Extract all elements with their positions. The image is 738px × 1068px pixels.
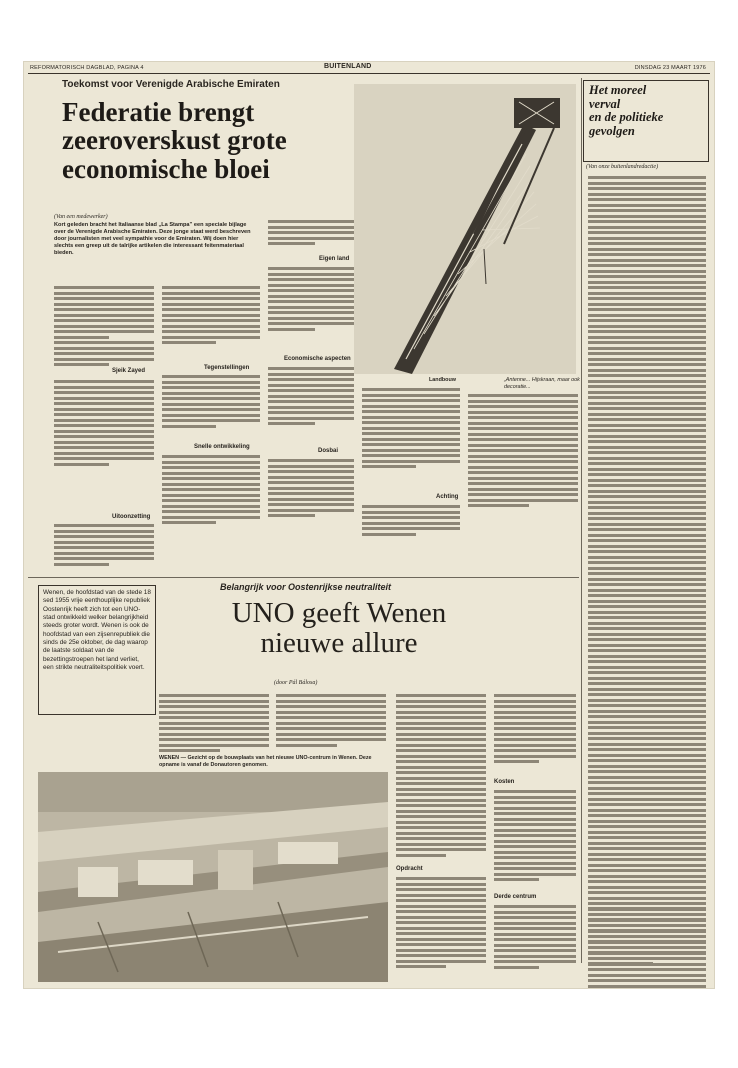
article2-column-4b [494, 790, 576, 884]
sidebar-title-line-3: en de politieke [589, 110, 664, 124]
sidebar-title-line-1: Het moreel [589, 83, 647, 97]
article1-headline-line-2: zeeroverskust grote [62, 125, 287, 156]
article2-column-3 [396, 694, 486, 859]
sidebar-title-line-2: verval [589, 96, 621, 111]
sidebar-divider [581, 78, 582, 963]
sidebar-column-bottom [588, 907, 706, 968]
article1-column-2 [162, 286, 260, 347]
subhead-economische-aspecten: Economische aspecten [284, 356, 351, 362]
article1-column-1 [54, 286, 154, 369]
article1-column-4 [362, 388, 460, 471]
running-head-rule [28, 73, 710, 74]
article1-column-3d [268, 459, 354, 520]
article1-kicker: Toekomst voor Verenigde Arabische Emiraten [62, 79, 280, 90]
newspaper-page [24, 62, 714, 988]
article1-column-1b [54, 380, 154, 468]
aerial-construction-illustration [38, 772, 388, 982]
subhead-tegenstellingen: Tegenstellingen [204, 365, 250, 371]
article1-column-3 [268, 220, 354, 248]
article2-column-1 [159, 694, 269, 755]
subhead-achting: Achting [436, 494, 459, 500]
article2-kicker: Belangrijk voor Oostenrijkse neutraliteit [220, 582, 392, 592]
subhead-derde-centrum: Derde centrum [494, 894, 537, 900]
article2-headline-line-1: UNO geeft Wenen [231, 597, 447, 629]
article1-column-4b [362, 505, 460, 538]
sidebar-byline: (Van onze buitenlandredactie) [586, 164, 659, 170]
running-head-date: DINSDAG 23 MAART 1976 [634, 65, 706, 71]
subhead-dosbai: Dosbai [318, 448, 339, 454]
crane-photo-caption-right: „Antenne... Hijskraan, maar ook decoratie... [504, 377, 580, 390]
running-head [24, 62, 714, 74]
uno-construction-photo [38, 772, 388, 982]
article1-column-2c [162, 455, 260, 527]
subhead-sjeik-zayed: Sjeik Zayed [112, 368, 146, 374]
article2-headline [174, 598, 504, 659]
sidebar-title-line-4: gevolgen [589, 123, 635, 138]
subhead-opdracht: Opdracht [396, 866, 423, 872]
article1-headline [62, 98, 402, 183]
subhead-kosten: Kosten [494, 779, 515, 785]
article2-column-3b [396, 877, 486, 971]
article1-column-2b [162, 375, 260, 430]
subhead-snelle-ontwikkeling: Snelle ontwikkeling [194, 444, 250, 450]
sidebar-title [589, 84, 705, 138]
article1-column-3b [268, 267, 354, 333]
running-head-publication: REFORMATORISCH DAGBLAD, PAGINA 4 [30, 65, 144, 71]
crane-photo-caption-left: Landbouw [429, 377, 456, 383]
article1-headline-line-3: economische bloei [62, 153, 270, 184]
article1-lead: Kort geleden bracht het Italiaanse blad „La Stampa” een speciale bijlage over de Verenigde Arabische Emiraten. Deze jonge staat werd beschreven door journalisten met veel sympathie voor de Emiraten. Wij doen hier slechts een greep uit de talrijke artikelen die interessant feitenmateriaal bieden. [54, 222, 251, 256]
article1-byline: (Van een medewerker) [54, 214, 108, 220]
article1-column-1c [54, 524, 154, 568]
article2-byline: (door Pál Bálosa) [274, 680, 318, 686]
article2-column-2 [276, 694, 386, 749]
story-divider [28, 577, 579, 578]
running-head-section: BUITENLAND [324, 63, 372, 70]
crane-photo [354, 84, 576, 374]
article2-headline-line-2: nieuwe allure [260, 627, 418, 660]
subhead-uitoonzetting: Uitoonzetting [112, 514, 151, 520]
boxed-intro-text: Wenen, de hoofdstad van de stede 18 sed 1955 vrije eenthouplijke republiek Oostenrijk heeft zich tot een UNO-stad ontwikkeld welker belangrijkheid steeds groter wordt. Wenen is ook de hoofdstad van een zijsenrepubliek die sinds de 25e oktober, de dag waarop de laatste soldaat van de bezettingstroepen het land verliet, een strikte neutraliteitspolitiek voert. [43, 589, 151, 671]
article1-column-3c [268, 367, 354, 428]
crane-illustration [354, 84, 576, 374]
article1-headline-line-1: Federatie brengt [62, 97, 255, 127]
sidebar-column [588, 176, 706, 988]
article2-column-4 [494, 694, 576, 766]
article1-column-5 [468, 394, 578, 510]
subhead-eigen-land: Eigen land [319, 256, 350, 262]
article2-column-4c [494, 905, 576, 971]
uno-photo-caption: WENEN — Gezicht op de bouwplaats van het nieuwe UNO-centrum in Wenen. Deze opname is vanaf de Donautoren genomen. [159, 755, 372, 768]
